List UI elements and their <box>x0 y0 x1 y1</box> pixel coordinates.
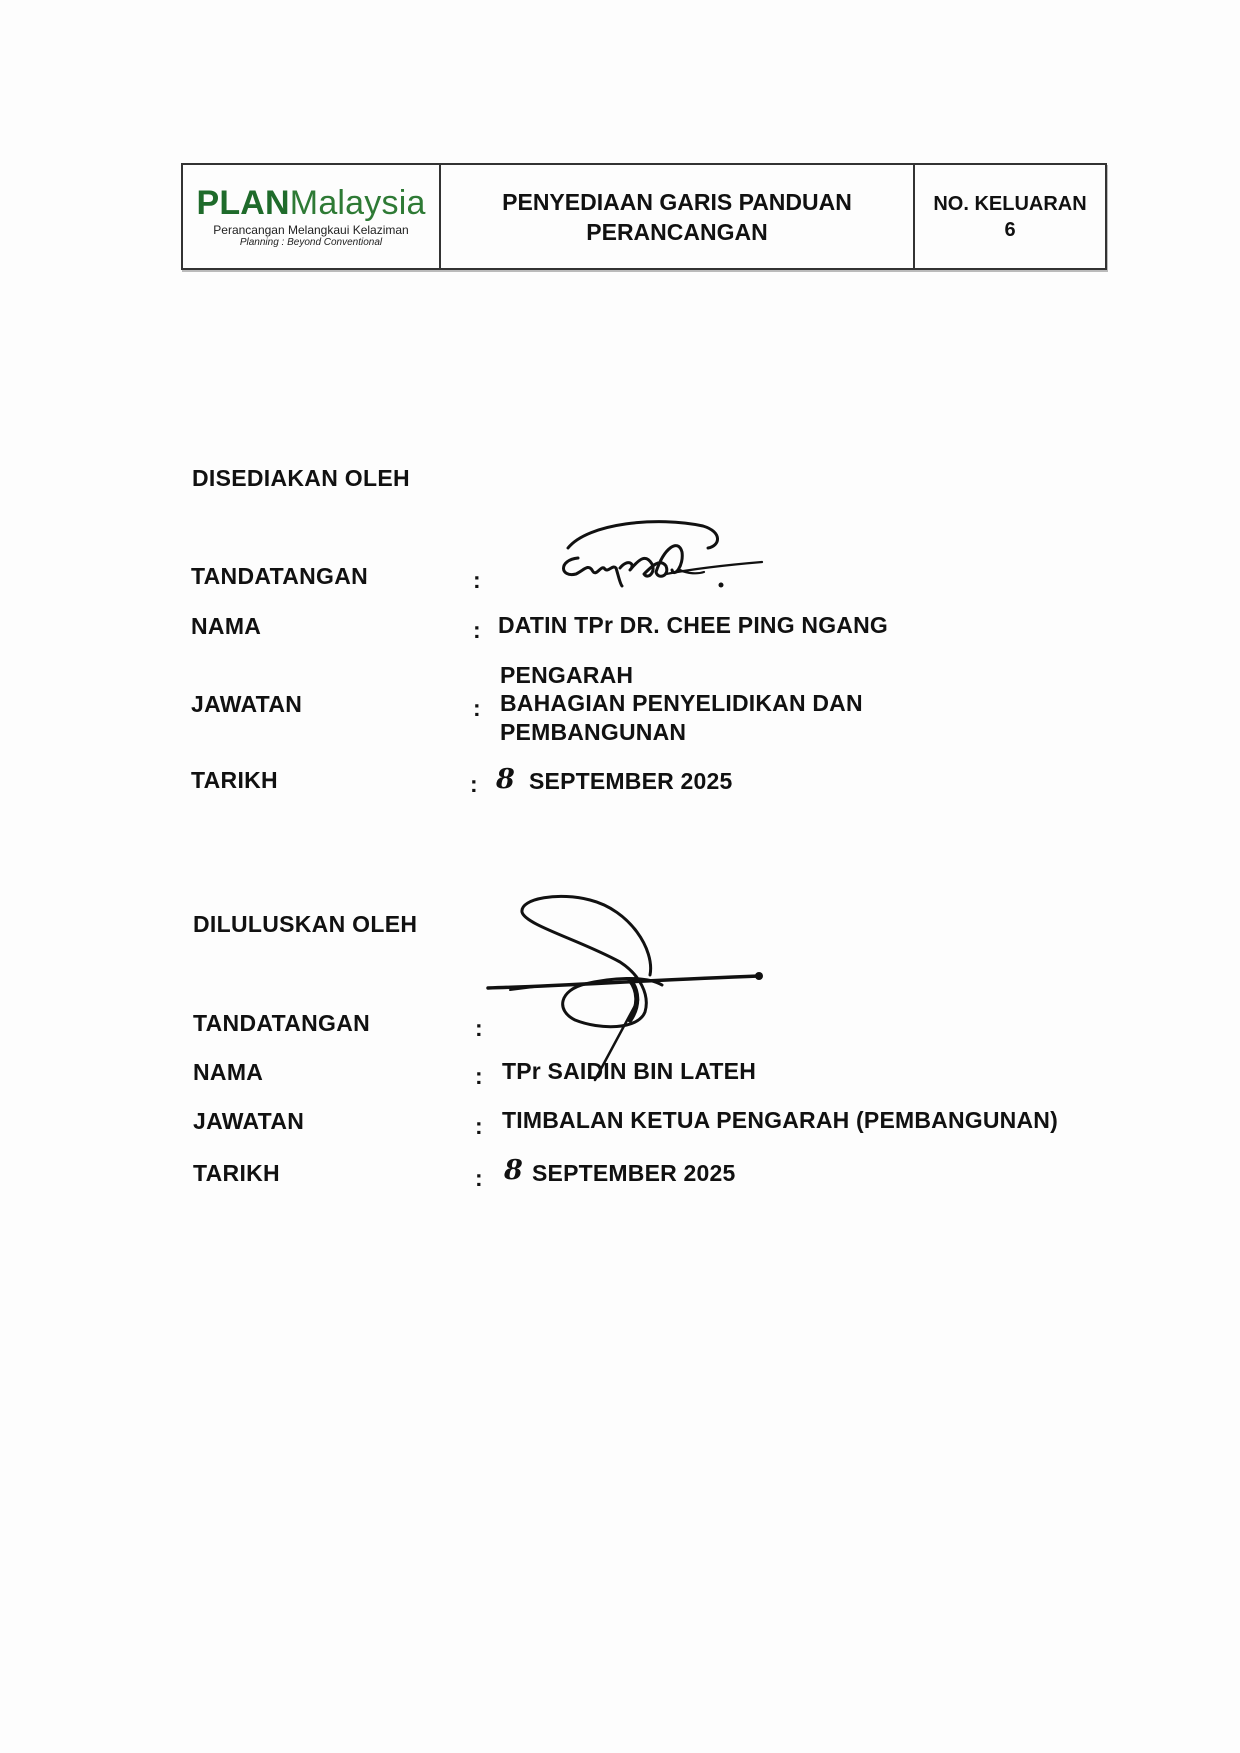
prepared-signature-label: TANDATANGAN <box>191 563 369 589</box>
logo-malaysia-text: Malaysia <box>289 184 426 222</box>
approved-signature-colon: : <box>475 1015 483 1041</box>
prepared-date-value: SEPTEMBER 2025 <box>529 768 733 794</box>
prepared-position-colon: : <box>473 695 481 721</box>
approved-signature-label: TANDATANGAN <box>193 1010 371 1036</box>
logo-plan-text: PLAN <box>196 184 290 222</box>
approved-signature <box>480 880 770 1090</box>
document-title <box>441 165 915 268</box>
prepared-position-label: JAWATAN <box>191 691 303 717</box>
prepared-position-line2: BAHAGIAN PENYELIDIKAN DAN <box>500 690 863 716</box>
prepared-position-line3: PEMBANGUNAN <box>500 719 687 745</box>
approved-position-value: TIMBALAN KETUA PENGARAH (PEMBANGUNAN) <box>502 1107 1058 1133</box>
approved-date-value: SEPTEMBER 2025 <box>532 1160 736 1186</box>
issue-number-cell <box>915 165 1105 268</box>
document-title-line1: PENYEDIAAN GARIS PANDUAN <box>502 188 852 215</box>
approved-position-colon: : <box>475 1113 483 1139</box>
logo-tagline: Perancangan Melangkaui Kelaziman <box>213 223 409 237</box>
prepared-name-colon: : <box>473 617 481 643</box>
prepared-date-day-handwritten: 8 <box>496 764 515 795</box>
document-title-line2: PERANCANGAN <box>586 218 768 245</box>
planmalaysia-logo <box>183 165 441 268</box>
issue-label: NO. KELUARAN <box>933 192 1087 215</box>
logo-tagline-english: Planning : Beyond Conventional <box>239 237 383 248</box>
approved-name-label: NAMA <box>193 1059 264 1085</box>
approved-date-day-handwritten: 8 <box>504 1155 523 1186</box>
prepared-by-heading: DISEDIAKAN OLEH <box>192 465 410 491</box>
approved-by-heading: DILULUSKAN OLEH <box>193 911 418 937</box>
issue-number: 6 <box>1004 218 1016 241</box>
approved-name-colon: : <box>475 1063 483 1089</box>
prepared-date-label: TARIKH <box>191 767 278 793</box>
prepared-name-value: DATIN TPr DR. CHEE PING NGANG <box>498 612 889 638</box>
prepared-signature-colon: : <box>473 567 481 593</box>
prepared-signature <box>548 508 778 598</box>
approved-position-label: JAWATAN <box>193 1108 305 1134</box>
approved-date-label: TARIKH <box>193 1160 280 1186</box>
header-table <box>181 163 1107 270</box>
prepared-name-label: NAMA <box>191 613 262 639</box>
approved-date-colon: : <box>475 1165 483 1191</box>
prepared-date-colon: : <box>470 771 478 797</box>
prepared-position-line1: PENGARAH <box>500 662 634 688</box>
approved-name-value: TPr SAIDIN BIN LATEH <box>502 1058 757 1084</box>
